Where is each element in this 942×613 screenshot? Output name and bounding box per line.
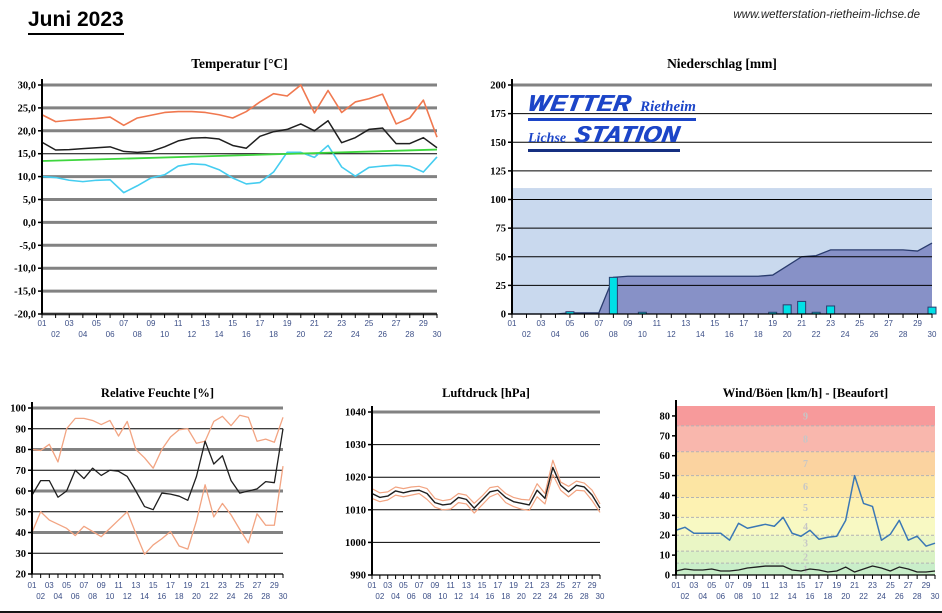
pressure-plot bbox=[328, 400, 632, 612]
svg-text:11: 11 bbox=[446, 581, 455, 590]
svg-text:03: 03 bbox=[383, 581, 393, 590]
svg-text:17: 17 bbox=[814, 581, 824, 590]
svg-text:01: 01 bbox=[37, 319, 47, 328]
station-logo bbox=[525, 90, 696, 152]
svg-text:28: 28 bbox=[898, 330, 908, 339]
logo-row-2 bbox=[528, 121, 683, 152]
svg-text:20: 20 bbox=[782, 330, 792, 339]
svg-text:8: 8 bbox=[803, 434, 808, 446]
svg-text:17: 17 bbox=[255, 319, 265, 328]
svg-text:22: 22 bbox=[209, 592, 219, 601]
svg-text:25: 25 bbox=[495, 280, 506, 292]
svg-text:12: 12 bbox=[666, 330, 676, 339]
svg-text:26: 26 bbox=[564, 592, 574, 601]
svg-text:05: 05 bbox=[707, 581, 717, 590]
svg-text:14: 14 bbox=[140, 592, 149, 601]
svg-text:20: 20 bbox=[191, 592, 201, 601]
svg-text:05: 05 bbox=[92, 319, 101, 328]
svg-text:1000: 1000 bbox=[345, 537, 366, 549]
svg-text:18: 18 bbox=[501, 592, 511, 601]
logo-wetter-text: WETTER bbox=[525, 90, 634, 116]
svg-text:15: 15 bbox=[710, 319, 720, 328]
svg-text:24: 24 bbox=[840, 330, 850, 339]
svg-text:175: 175 bbox=[490, 109, 506, 121]
svg-text:30: 30 bbox=[595, 592, 605, 601]
svg-text:4: 4 bbox=[803, 521, 808, 533]
svg-text:80: 80 bbox=[659, 411, 670, 423]
svg-text:08: 08 bbox=[132, 330, 142, 339]
svg-text:15: 15 bbox=[148, 581, 158, 590]
svg-text:02: 02 bbox=[375, 592, 385, 601]
svg-text:01: 01 bbox=[27, 581, 37, 590]
svg-text:16: 16 bbox=[241, 330, 251, 339]
svg-text:24: 24 bbox=[548, 592, 558, 601]
svg-text:04: 04 bbox=[698, 592, 708, 601]
svg-text:28: 28 bbox=[912, 592, 922, 601]
svg-text:17: 17 bbox=[493, 581, 503, 590]
svg-text:24: 24 bbox=[350, 330, 360, 339]
svg-text:07: 07 bbox=[725, 581, 735, 590]
svg-text:08: 08 bbox=[88, 592, 98, 601]
svg-text:16: 16 bbox=[724, 330, 734, 339]
svg-text:02: 02 bbox=[522, 330, 531, 339]
pressure-title: Luftdruck [hPa] bbox=[442, 386, 530, 400]
svg-text:04: 04 bbox=[391, 592, 401, 601]
svg-text:19: 19 bbox=[183, 581, 193, 590]
svg-text:20: 20 bbox=[15, 569, 26, 581]
svg-text:12: 12 bbox=[769, 592, 779, 601]
svg-text:200: 200 bbox=[490, 80, 506, 92]
svg-text:16: 16 bbox=[485, 592, 495, 601]
svg-text:30: 30 bbox=[278, 592, 288, 601]
svg-text:22: 22 bbox=[859, 592, 869, 601]
svg-text:26: 26 bbox=[378, 330, 387, 339]
svg-text:02: 02 bbox=[51, 330, 61, 339]
svg-text:18: 18 bbox=[174, 592, 184, 601]
svg-text:100: 100 bbox=[490, 195, 506, 206]
svg-text:20: 20 bbox=[516, 592, 526, 601]
svg-text:0: 0 bbox=[500, 309, 506, 321]
temperature-title: Temperatur [°C] bbox=[191, 56, 288, 71]
page-title: Juni 2023 bbox=[28, 8, 124, 35]
chart-humidity bbox=[10, 386, 312, 610]
svg-text:-20,0: -20,0 bbox=[14, 309, 36, 321]
svg-text:02: 02 bbox=[36, 592, 46, 601]
svg-text:-10,0: -10,0 bbox=[14, 263, 36, 275]
svg-text:07: 07 bbox=[119, 319, 129, 328]
svg-text:09: 09 bbox=[623, 319, 633, 328]
chart-wind bbox=[645, 386, 942, 610]
svg-text:1030: 1030 bbox=[345, 440, 366, 452]
svg-text:14: 14 bbox=[695, 330, 705, 339]
svg-text:23: 23 bbox=[217, 581, 227, 590]
svg-text:08: 08 bbox=[734, 592, 743, 601]
svg-text:27: 27 bbox=[252, 581, 262, 590]
svg-text:11: 11 bbox=[761, 581, 770, 590]
svg-text:07: 07 bbox=[79, 581, 89, 590]
svg-text:30: 30 bbox=[927, 330, 937, 339]
svg-text:06: 06 bbox=[716, 592, 726, 601]
svg-text:26: 26 bbox=[869, 330, 879, 339]
svg-text:21: 21 bbox=[200, 581, 210, 590]
svg-text:10: 10 bbox=[637, 330, 647, 339]
svg-text:12: 12 bbox=[187, 330, 197, 339]
svg-text:04: 04 bbox=[53, 592, 63, 601]
svg-text:28: 28 bbox=[579, 592, 589, 601]
svg-text:50: 50 bbox=[15, 507, 26, 519]
svg-text:7: 7 bbox=[803, 459, 808, 471]
svg-text:21: 21 bbox=[850, 581, 860, 590]
svg-text:3: 3 bbox=[803, 538, 808, 550]
svg-text:20,0: 20,0 bbox=[17, 126, 36, 138]
svg-text:100: 100 bbox=[10, 403, 26, 415]
svg-text:08: 08 bbox=[608, 330, 618, 339]
svg-text:26: 26 bbox=[243, 592, 253, 601]
svg-text:14: 14 bbox=[214, 330, 224, 339]
svg-text:80: 80 bbox=[15, 445, 26, 456]
svg-text:15: 15 bbox=[477, 581, 487, 590]
svg-text:1: 1 bbox=[803, 564, 808, 576]
svg-text:19: 19 bbox=[509, 581, 518, 590]
svg-text:17: 17 bbox=[166, 581, 175, 590]
svg-text:02: 02 bbox=[680, 592, 690, 601]
wind-plot bbox=[645, 400, 942, 612]
svg-text:1040: 1040 bbox=[345, 407, 366, 419]
svg-text:29: 29 bbox=[269, 581, 279, 590]
svg-text:30: 30 bbox=[432, 330, 442, 339]
svg-text:27: 27 bbox=[884, 319, 894, 328]
svg-text:24: 24 bbox=[226, 592, 236, 601]
svg-text:06: 06 bbox=[105, 330, 115, 339]
svg-text:5,0: 5,0 bbox=[22, 195, 36, 206]
svg-text:25: 25 bbox=[364, 319, 374, 328]
svg-text:40: 40 bbox=[659, 490, 670, 502]
svg-text:21: 21 bbox=[524, 581, 534, 590]
svg-text:25: 25 bbox=[885, 581, 895, 590]
svg-text:30: 30 bbox=[930, 592, 940, 601]
svg-text:30: 30 bbox=[659, 510, 670, 522]
svg-text:125: 125 bbox=[490, 166, 506, 178]
svg-text:70: 70 bbox=[659, 431, 670, 443]
svg-text:20: 20 bbox=[659, 530, 670, 542]
svg-text:70: 70 bbox=[15, 465, 26, 477]
svg-text:2: 2 bbox=[803, 552, 808, 564]
svg-text:0: 0 bbox=[664, 570, 670, 582]
svg-text:1020: 1020 bbox=[345, 472, 366, 484]
svg-text:19: 19 bbox=[832, 581, 842, 590]
svg-text:10,0: 10,0 bbox=[17, 172, 36, 184]
svg-text:25: 25 bbox=[235, 581, 245, 590]
svg-text:30,0: 30,0 bbox=[17, 80, 36, 92]
svg-text:22: 22 bbox=[811, 330, 821, 339]
svg-text:14: 14 bbox=[787, 592, 797, 601]
svg-text:03: 03 bbox=[536, 319, 546, 328]
svg-text:09: 09 bbox=[146, 319, 156, 328]
svg-text:29: 29 bbox=[587, 581, 597, 590]
svg-text:12: 12 bbox=[454, 592, 463, 601]
svg-text:-5,0: -5,0 bbox=[19, 240, 36, 252]
svg-text:0,0: 0,0 bbox=[22, 217, 36, 229]
svg-text:25: 25 bbox=[556, 581, 566, 590]
svg-text:15,0: 15,0 bbox=[17, 149, 36, 161]
svg-text:04: 04 bbox=[78, 330, 88, 339]
svg-text:13: 13 bbox=[131, 581, 141, 590]
svg-text:20: 20 bbox=[296, 330, 306, 339]
humidity-plot bbox=[10, 400, 312, 612]
svg-text:23: 23 bbox=[337, 319, 347, 328]
humidity-title: Relative Feuchte [%] bbox=[100, 386, 215, 400]
svg-text:18: 18 bbox=[823, 592, 833, 601]
svg-text:29: 29 bbox=[913, 319, 922, 328]
svg-text:10: 10 bbox=[160, 330, 170, 339]
svg-text:11: 11 bbox=[652, 319, 661, 328]
svg-text:03: 03 bbox=[44, 581, 54, 590]
chart-temperature bbox=[8, 56, 450, 348]
svg-text:06: 06 bbox=[70, 592, 80, 601]
svg-text:27: 27 bbox=[391, 319, 401, 328]
svg-text:09: 09 bbox=[742, 581, 752, 590]
svg-text:18: 18 bbox=[269, 330, 279, 339]
svg-text:09: 09 bbox=[96, 581, 106, 590]
svg-text:21: 21 bbox=[797, 319, 807, 328]
svg-text:990: 990 bbox=[350, 570, 366, 582]
svg-text:16: 16 bbox=[805, 592, 815, 601]
logo-lichse-text: Lichse bbox=[528, 131, 567, 146]
svg-text:22: 22 bbox=[323, 330, 333, 339]
svg-text:10: 10 bbox=[659, 550, 670, 562]
svg-text:60: 60 bbox=[659, 451, 670, 463]
svg-text:27: 27 bbox=[571, 581, 581, 590]
svg-text:03: 03 bbox=[64, 319, 74, 328]
svg-text:23: 23 bbox=[540, 581, 550, 590]
svg-text:13: 13 bbox=[461, 581, 471, 590]
svg-text:-15,0: -15,0 bbox=[14, 286, 36, 298]
svg-text:75: 75 bbox=[495, 223, 506, 235]
svg-text:60: 60 bbox=[15, 486, 26, 498]
chart-pressure bbox=[328, 386, 632, 610]
svg-text:06: 06 bbox=[406, 592, 416, 601]
svg-text:29: 29 bbox=[418, 319, 428, 328]
wind-title: Wind/Böen [km/h] - [Beaufort] bbox=[722, 386, 889, 400]
svg-text:50: 50 bbox=[495, 252, 506, 264]
svg-text:40: 40 bbox=[15, 528, 26, 539]
svg-text:16: 16 bbox=[157, 592, 167, 601]
svg-text:13: 13 bbox=[200, 319, 210, 328]
svg-text:10: 10 bbox=[105, 592, 115, 601]
svg-text:10: 10 bbox=[438, 592, 448, 601]
svg-text:1010: 1010 bbox=[345, 505, 366, 517]
svg-text:13: 13 bbox=[681, 319, 691, 328]
svg-text:11: 11 bbox=[114, 581, 123, 590]
svg-text:29: 29 bbox=[921, 581, 931, 590]
svg-text:28: 28 bbox=[261, 592, 271, 601]
svg-text:10: 10 bbox=[751, 592, 761, 601]
svg-text:25: 25 bbox=[855, 319, 865, 328]
logo-row-1 bbox=[525, 90, 696, 121]
svg-text:20: 20 bbox=[841, 592, 851, 601]
svg-text:08: 08 bbox=[422, 592, 432, 601]
svg-text:07: 07 bbox=[414, 581, 424, 590]
svg-text:19: 19 bbox=[282, 319, 292, 328]
svg-text:01: 01 bbox=[671, 581, 681, 590]
logo-rietheim-text: Rietheim bbox=[640, 99, 696, 115]
website-url: www.wetterstation-rietheim-lichse.de bbox=[733, 9, 920, 21]
chart-precipitation bbox=[468, 56, 942, 348]
svg-text:14: 14 bbox=[469, 592, 479, 601]
svg-text:24: 24 bbox=[876, 592, 886, 601]
svg-text:15: 15 bbox=[796, 581, 806, 590]
svg-text:6: 6 bbox=[803, 482, 808, 494]
svg-text:21: 21 bbox=[309, 319, 319, 328]
svg-text:01: 01 bbox=[367, 581, 377, 590]
svg-text:06: 06 bbox=[579, 330, 589, 339]
svg-text:18: 18 bbox=[753, 330, 763, 339]
svg-text:13: 13 bbox=[778, 581, 788, 590]
precipitation-title: Niederschlag [mm] bbox=[667, 56, 777, 71]
svg-text:04: 04 bbox=[550, 330, 560, 339]
svg-text:05: 05 bbox=[398, 581, 408, 590]
svg-text:05: 05 bbox=[565, 319, 575, 328]
svg-text:09: 09 bbox=[430, 581, 440, 590]
svg-text:50: 50 bbox=[659, 471, 670, 483]
svg-text:23: 23 bbox=[826, 319, 836, 328]
svg-text:11: 11 bbox=[174, 319, 183, 328]
svg-text:22: 22 bbox=[532, 592, 542, 601]
svg-text:17: 17 bbox=[739, 319, 749, 328]
svg-text:90: 90 bbox=[15, 424, 26, 436]
svg-text:12: 12 bbox=[122, 592, 132, 601]
svg-text:5: 5 bbox=[803, 502, 808, 514]
svg-text:03: 03 bbox=[689, 581, 699, 590]
svg-text:19: 19 bbox=[768, 319, 778, 328]
svg-text:9: 9 bbox=[803, 411, 808, 423]
logo-station-text: STATION bbox=[572, 121, 683, 147]
temperature-plot bbox=[8, 72, 450, 348]
svg-text:30: 30 bbox=[15, 548, 26, 560]
svg-text:23: 23 bbox=[868, 581, 877, 590]
svg-text:26: 26 bbox=[894, 592, 904, 601]
svg-text:150: 150 bbox=[490, 137, 506, 149]
svg-text:28: 28 bbox=[405, 330, 415, 339]
svg-text:27: 27 bbox=[903, 581, 913, 590]
svg-text:01: 01 bbox=[507, 319, 517, 328]
svg-text:07: 07 bbox=[594, 319, 604, 328]
svg-text:05: 05 bbox=[62, 581, 72, 590]
svg-text:25,0: 25,0 bbox=[17, 103, 36, 115]
svg-text:15: 15 bbox=[228, 319, 238, 328]
